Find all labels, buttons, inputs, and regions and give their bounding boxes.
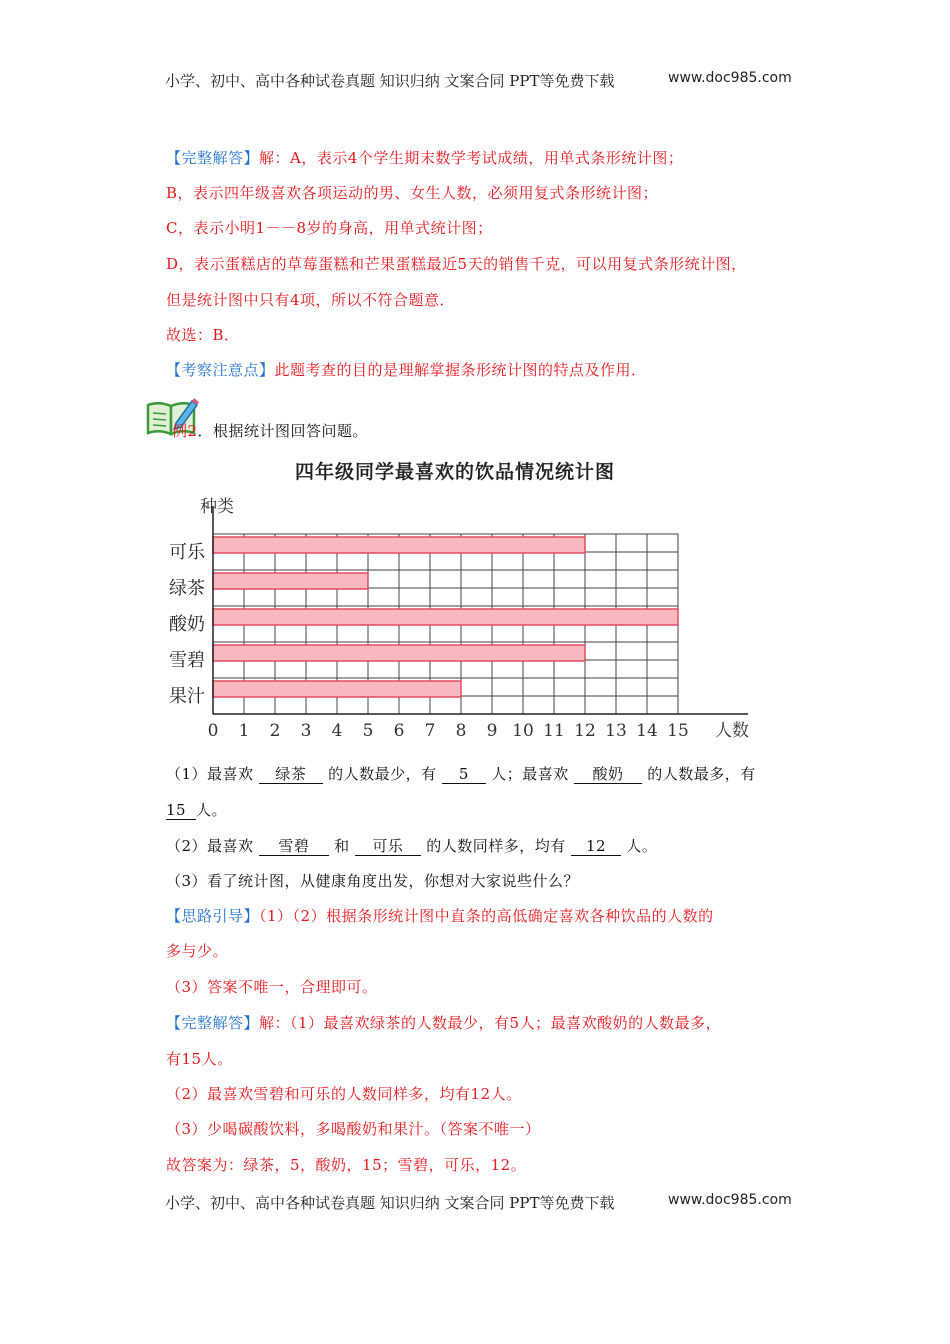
grid-cell xyxy=(523,570,554,588)
grid-cell xyxy=(492,552,523,570)
grid-cell xyxy=(492,570,523,588)
grid-cell xyxy=(461,660,492,678)
grid-cell xyxy=(492,588,523,606)
grid-cell xyxy=(647,696,678,714)
x-tick-label: 15 xyxy=(667,721,689,741)
answer-tag: 【完整解答】 xyxy=(166,1014,260,1032)
bar-酸奶 xyxy=(213,609,678,625)
x-tick-label: 2 xyxy=(269,721,281,741)
category-label: 果汁 xyxy=(169,686,205,707)
x-tick-label: 5 xyxy=(362,721,374,741)
grid-cell xyxy=(306,696,337,714)
grid-cell xyxy=(554,570,585,588)
grid-cell xyxy=(368,552,399,570)
grid-cell xyxy=(492,624,523,642)
grid-cell xyxy=(647,678,678,696)
grid-cell xyxy=(523,588,554,606)
grid-cell xyxy=(585,552,616,570)
grid-cell xyxy=(523,696,554,714)
grid-cell xyxy=(554,624,585,642)
x-axis-label: 人数 xyxy=(715,721,749,741)
answer-blank-most-count: 15 xyxy=(166,802,196,820)
x-tick-label: 1 xyxy=(238,721,250,741)
grid-cell xyxy=(554,588,585,606)
answer-blank-most: 酸奶 xyxy=(574,766,642,784)
grid-cell xyxy=(213,696,244,714)
category-label: 酸奶 xyxy=(169,614,205,635)
grid-cell xyxy=(461,696,492,714)
grid-cell xyxy=(368,660,399,678)
grid-cell xyxy=(430,660,461,678)
guide-line-1: 【思路引导】（1）（2）根据条形统计图中直条的高低确定喜欢各种饮品的人数的 xyxy=(166,907,714,925)
grid-cell xyxy=(585,534,616,552)
grid-cell xyxy=(430,570,461,588)
bar-绿茶 xyxy=(213,573,368,589)
question-3: （3）看了统计图，从健康角度出发，你想对大家说些什么？ xyxy=(166,872,580,890)
grid-cell xyxy=(399,696,430,714)
grid-cell xyxy=(368,588,399,606)
grid-cell xyxy=(306,552,337,570)
answer-line-3: （2）最喜欢雪碧和可乐的人数同样多，均有12人。 xyxy=(166,1085,522,1103)
footer-text: 小学、初中、高中各种试卷真题 知识归纳 文案合同 PPT等免费下载 xyxy=(165,1194,615,1212)
grid-cell xyxy=(585,678,616,696)
x-tick-label: 0 xyxy=(207,721,219,741)
answer-blank-same-2: 可乐 xyxy=(355,838,421,856)
answer-blank-least-count: 5 xyxy=(442,766,486,784)
x-tick-label: 6 xyxy=(393,721,405,741)
chart-title: 四年级同学最喜欢的饮品情况统计图 xyxy=(294,461,615,483)
grid-cell xyxy=(616,696,647,714)
x-tick-label: 4 xyxy=(331,721,343,741)
prev-answer-tag: 【完整解答】 xyxy=(166,149,260,167)
prev-answer-line-5: 但是统计图中只有4项，所以不符合题意． xyxy=(166,291,456,309)
guide-line-2: 多与少。 xyxy=(166,942,229,960)
grid-cell xyxy=(461,624,492,642)
grid-cell xyxy=(275,624,306,642)
prev-answer-line-2: B，表示四年级喜欢各项运动的男、女生人数，必须用复式条形统计图； xyxy=(166,184,659,202)
grid-cell xyxy=(647,588,678,606)
grid-cell xyxy=(399,570,430,588)
grid-cell xyxy=(461,570,492,588)
grid-cell xyxy=(213,624,244,642)
question-1-line-2: 15 人。 xyxy=(166,801,228,819)
grid-cell xyxy=(523,552,554,570)
grid-cell xyxy=(399,624,430,642)
grid-cell xyxy=(275,588,306,606)
grid-cell xyxy=(275,552,306,570)
grid-cell xyxy=(337,624,368,642)
x-tick-label: 12 xyxy=(574,721,596,741)
example-heading: 例2．根据统计图回答问题。 xyxy=(172,422,369,440)
answer-line-1: 【完整解答】解：（1）最喜欢绿茶的人数最少，有5人；最喜欢酸奶的人数最多， xyxy=(166,1014,722,1032)
answer-line-2: 有15人。 xyxy=(166,1050,233,1068)
grid-cell xyxy=(616,570,647,588)
grid-cell xyxy=(461,552,492,570)
answer-blank-same-1: 雪碧 xyxy=(259,838,329,856)
grid-cell xyxy=(461,588,492,606)
grid-cell xyxy=(554,696,585,714)
category-label: 可乐 xyxy=(169,542,205,563)
header-text: 小学、初中、高中各种试卷真题 知识归纳 文案合同 PPT等免费下载 xyxy=(165,72,615,90)
bar-果汁 xyxy=(213,681,461,697)
x-tick-label: 13 xyxy=(605,721,627,741)
grid-cell xyxy=(585,588,616,606)
prev-answer-line-4: D，表示蛋糕店的草莓蛋糕和芒果蛋糕最近5天的销售千克，可以用复式条形统计图， xyxy=(166,255,747,273)
grid-cell xyxy=(430,696,461,714)
prev-answer-choice: 故选：B． xyxy=(166,326,240,344)
grid-cell xyxy=(244,660,275,678)
grid-cell xyxy=(368,570,399,588)
grid-cell xyxy=(647,570,678,588)
grid-cell xyxy=(244,588,275,606)
grid-cell xyxy=(616,678,647,696)
grid-cell xyxy=(554,552,585,570)
grid-cell xyxy=(647,660,678,678)
x-tick-label: 9 xyxy=(486,721,498,741)
answer-blank-same-count: 12 xyxy=(571,838,621,856)
grid-cell xyxy=(616,660,647,678)
answer-summary: 故答案为：绿茶，5，酸奶，15；雪碧，可乐，12。 xyxy=(166,1156,527,1174)
guide-line-3: （3）答案不唯一，合理即可。 xyxy=(166,978,378,996)
x-tick-label: 3 xyxy=(300,721,312,741)
bar-可乐 xyxy=(213,537,585,553)
grid-cell xyxy=(585,570,616,588)
prev-answer-line-1: 【完整解答】解：A，表示4个学生期末数学考试成绩，用单式条形统计图； xyxy=(166,149,684,167)
grid-cell xyxy=(523,624,554,642)
grid-cell xyxy=(244,624,275,642)
prev-answer-line-3: C，表示小明1－－8岁的身高，用单式统计图； xyxy=(166,219,493,237)
footer-site[interactable]: www.doc985.com xyxy=(668,1192,792,1208)
grid-cell xyxy=(647,624,678,642)
question-1-line-1: （1）最喜欢 绿茶 的人数最少，有 5 人；最喜欢 酸奶 的人数最多，有 xyxy=(166,765,756,783)
grid-cell xyxy=(244,552,275,570)
x-tick-label: 14 xyxy=(636,721,658,741)
bar-chart xyxy=(160,490,780,746)
grid-cell xyxy=(337,552,368,570)
x-tick-label: 10 xyxy=(512,721,534,741)
question-2: （2）最喜欢 雪碧 和 可乐 的人数同样多，均有 12 人。 xyxy=(166,837,658,855)
grid-cell xyxy=(616,588,647,606)
answer-blank-least: 绿茶 xyxy=(259,766,323,784)
grid-cell xyxy=(430,624,461,642)
x-tick-label: 7 xyxy=(424,721,436,741)
grid-cell xyxy=(213,660,244,678)
note-tag: 【考察注意点】 xyxy=(166,361,275,379)
grid-cell xyxy=(275,660,306,678)
grid-cell xyxy=(492,678,523,696)
grid-cell xyxy=(368,696,399,714)
grid-cell xyxy=(213,552,244,570)
grid-cell xyxy=(492,660,523,678)
category-label: 雪碧 xyxy=(169,650,205,671)
grid-cell xyxy=(306,588,337,606)
grid-cell xyxy=(616,642,647,660)
grid-cell xyxy=(492,696,523,714)
grid-cell xyxy=(616,624,647,642)
x-tick-label: 8 xyxy=(455,721,467,741)
grid-cell xyxy=(616,552,647,570)
grid-cell xyxy=(523,660,554,678)
grid-cell xyxy=(461,678,492,696)
grid-cell xyxy=(275,696,306,714)
prev-answer-note: 【考察注意点】此题考查的目的是理解掌握条形统计图的特点及作用． xyxy=(166,361,647,379)
bar-雪碧 xyxy=(213,645,585,661)
grid-cell xyxy=(430,552,461,570)
guide-tag: 【思路引导】 xyxy=(166,907,260,925)
grid-cell xyxy=(523,678,554,696)
grid-cell xyxy=(647,642,678,660)
grid-cell xyxy=(585,624,616,642)
grid-cell xyxy=(337,588,368,606)
grid-cell xyxy=(647,552,678,570)
grid-cell xyxy=(585,642,616,660)
grid-cell xyxy=(554,678,585,696)
grid-cell xyxy=(213,588,244,606)
grid-cell xyxy=(430,588,461,606)
grid-cell xyxy=(585,696,616,714)
grid-cell xyxy=(616,534,647,552)
x-tick-label: 11 xyxy=(543,721,565,741)
grid-cell xyxy=(306,660,337,678)
y-axis-label: 种类 xyxy=(200,497,234,517)
grid-cell xyxy=(368,624,399,642)
grid-cell xyxy=(399,552,430,570)
grid-cell xyxy=(585,660,616,678)
grid-cell xyxy=(306,624,337,642)
answer-line-4: （3）少喝碳酸饮料，多喝酸奶和果汁。（答案不唯一） xyxy=(166,1120,541,1138)
grid-cell xyxy=(647,534,678,552)
grid-cell xyxy=(337,696,368,714)
grid-cell xyxy=(244,696,275,714)
category-label: 绿茶 xyxy=(169,578,205,599)
grid-cell xyxy=(399,588,430,606)
grid-cell xyxy=(399,660,430,678)
grid-cell xyxy=(554,660,585,678)
example-label: 例2 xyxy=(172,422,198,440)
header-site[interactable]: www.doc985.com xyxy=(668,70,792,86)
grid-cell xyxy=(337,660,368,678)
